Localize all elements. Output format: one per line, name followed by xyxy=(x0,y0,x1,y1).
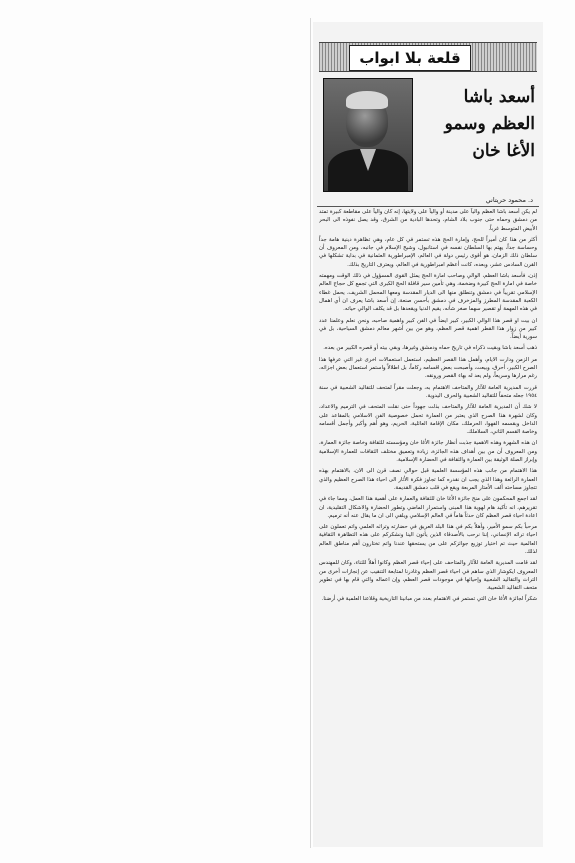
paragraph: ذهب أسعد باشا وبقيت ذكراه في تاريخ حماه ودمشق وغيرها، وبقي بيته أو قصره الكبير من بعده. xyxy=(323,345,537,352)
paragraph: قررت المديرية العامة للآثار والمتاحف الاهتمام به، وجعلت مقراً لمتحف للتقاليد الشعبية في سنة ١٩٥٤ جعله متحفاً للتقاليد الشعبية والحرف اليدوية. xyxy=(319,384,537,399)
author-byline: د. محمود حريتاني xyxy=(485,196,533,204)
paragraph: لقد قامت المديرية العامة للآثار والمتاحف على إحياء قصر العظم وكانوا أهلاً للثناء، وكان للمهندس المعروف ايكوشار الذي ساهم في احياء قصر العظم وغادرنا لمتابعة التنقيب عن إنجازات أخرى من التراث والتقاليد الشعبية وإحيائها في موجودات قصر العظم، وإن اعماله والتي قام بها في تطوير متحف التقاليد الشعبية. xyxy=(319,560,537,592)
portrait-photo xyxy=(323,78,413,192)
paragraph: شكراً لجائزة الأغا خان التي تستمر في الاهتمام بعدد من مبانينا التاريخية وقلاعنا العلمية في أرضنا. xyxy=(321,596,537,603)
paragraph: مرحباً بكم سمو الأمير، وأهلاً بكم في هذا البلد العريق في حضارته وتراثه العلمي واتم تعملون على احياء تراثه الإنساني، إننا نرحب بالأصدقاء الذين يأتون الينا ونشكركم على هذه التظاهرة الثقافية العالمية حيث تم اختيار توزيع جوائزكم على من يستحقها عندنا واتم تختارون أهم مناطق العالم لذلك. xyxy=(319,524,537,555)
headline-line: أسعد باشا xyxy=(463,87,535,107)
column-masthead xyxy=(319,42,537,72)
paragraph: هذا الاهتمام من جانب هذه المؤسسة العلمية قبل حوالي نصف قرن الى الان، بالاهتمام بهذه العمارة الرائعة وهذا الذي يجب ان نقدره كما تجاوز فكرة الأثار الى احياء هذا الصرح العظيم والذي تتجاوز مساحته ألف الأمتار المربعة ويقع في قلب دمشق القديمة. xyxy=(319,468,537,491)
article-headline xyxy=(423,84,535,165)
headline-line: العظم وسمو xyxy=(444,114,535,134)
paragraph: لقد اجمع المحكمون على منح جائزة الأغا خان للثقافة والعمارة على أهمية هذا العمل، ومما جاء في تقريرهم، انه تأكيد هام لهوية هذا المبنى واستمرار الماضي وتطور الحضارة والاشكال التقليدية، ان اعادة احياء قصر العظم كان حدثاً هاماً في العالم الإسلامي ويلقي الى ان ما يقال عنه أنه ترميم. xyxy=(319,496,537,519)
headline-line: الأغا خان xyxy=(472,141,535,161)
paragraph: ان هذه الشهرة وهذه الاهمية جذبت أنظار جائزة الأغا خان ومؤسسته للثقافة وخاصة جائزة العمارة، ومن المعروف أن من بين أهداف هذه الجائزة، زيادة وتعميق مختلف الثقافات للعمارة الإسلامية وإبراز الصلة الوثيقة بين العمارة والثقافة في الحضارة الإسلامية. xyxy=(319,440,537,464)
paragraph: مر الزمن ودارت الايام، وأهمل هذا القصر العظيم، استعمل استعمالات اخرى غير التي عرفها هذا الصرح الكبير، أحرق، وبيعت، وأصبحت بعض اقسامه ركاماً، بل اطلالاً واستمر استعمال بعض اجزائه، رغم مرارها وسريعاً، ولم يعد له بهاء القصر ورونقه. xyxy=(319,356,537,380)
paragraph: أكثر من هذا كان أميراً للحج، وإمارة الحج هذه تستمر في كل عام، وهي تظاهرة دينية هامة جداً وحساسة جداً، يهتم بها السلطان نفسه في استانبول، وشيخ الإسلام في جانبه، ومن المعروف أن سلطان ذلك الزمان، هو أقوى رئيس دولة في العالم، الإمبراطورية العثمانية في بداية تشكلها في القرن السادس عشر، وبعده، كانت أعظم امبراطورية في العالم، ويعترف التاريخ بذلك. xyxy=(319,236,537,268)
paragraph: إذن، فأسعد باشا العظم، الوالي وصاحب امارة الحج يمثل القوى المسؤول في ذلك الوقت ومهمته خاصة في امارة الحج كبيرة وضخمة، وهي تأمين سير قافلة الحج الكبرى التي تجمع كل حجاج العالم الإسلامي تقريباً في دمشق وتنطلق منها الى الديار المقدسة ومعها المحمل الشريف، يحمل غطاء الكعبة المقدسة المطرز والمزخرف في دمشق بأحسن صنعة، إن أسعد باشا يعرف ان أي اهمال في هذه المهمة أو تقصير سهما صغر شأنه، يقيم الدنيا ويقعدها بل قد يكلف الوالي حياته. xyxy=(319,273,537,313)
article-body xyxy=(319,208,537,838)
paragraph: ان بيت او قصر هذا الوالي الكبير، كبير ايضاً في الفن كبير واهمية صاحبه، ونحن نعلم وعلمنا عدد كبير من زوار هذا القطر اهمية قصر العظم، وهو من بين أشهر معالم دمشق السياحية، بل في سورية أيضاً. xyxy=(319,317,537,341)
newspaper-clipping xyxy=(313,22,543,847)
divider xyxy=(317,206,539,207)
paragraph: لا شك أن المديرية العامة للآثار والمتاحف بذلت جهوداً حتى نقلت المتحف في الترميم والاعداد، وكان لشهرة هذا الصرح الذي يعتبر من العمارة تحمل خصوصية الفن الاسلامي بالمقاعد على الداخل وبقسمه الفهوا، الحرملك، مكان الإقامة العائلية، الحريم، وهو أهم وأكبر وأجمل أقسامه وخاصة القسم الثاني، السلاملك. xyxy=(319,404,537,436)
paragraph: لم يكن أسعد باشا العظم والياً على مدينة أو والياً على ولايتها، إنه كان والياً على مقاطعة كبيرة تمتد من دمشق وحماه حتى جنوب بلاد الشام، وتحدها البادية من الشرق، وقد يصل نفوذه الى البحر الأبيض المتوسط غرباً. xyxy=(319,209,537,232)
column-title: قلعة بلا ابواب xyxy=(349,45,471,71)
scan-edge xyxy=(310,18,311,848)
